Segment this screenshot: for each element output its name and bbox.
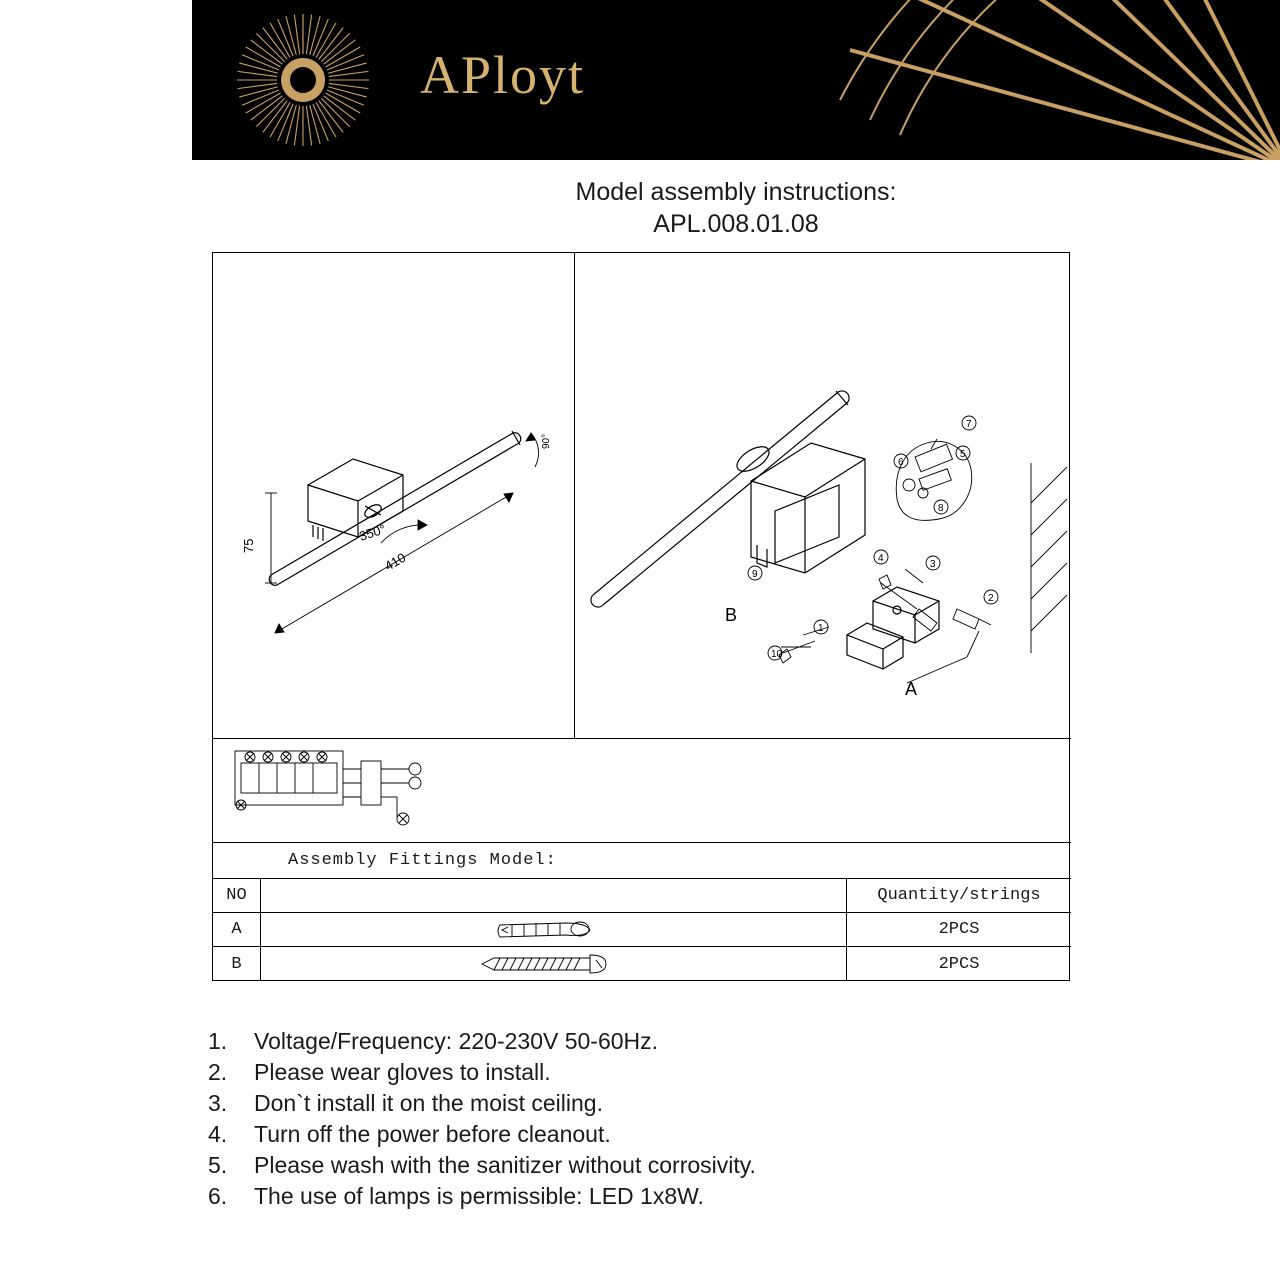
list-item xyxy=(208,1026,1108,1057)
part-number-6: 6 xyxy=(898,457,904,468)
note-number: 4. xyxy=(208,1121,228,1147)
note-number: 1. xyxy=(208,1028,228,1054)
product-dimension-drawing xyxy=(213,253,575,739)
title-line-1: Model assembly instructions: xyxy=(575,178,897,206)
angle-rotation-label: 350° xyxy=(357,521,388,544)
fittings-header-quantity-text: Quantity/strings xyxy=(877,886,1041,905)
note-text: Voltage/Frequency: 220-230V 50-60Hz. xyxy=(254,1028,659,1054)
fittings-header-row xyxy=(213,879,1071,913)
table-row xyxy=(213,947,1071,981)
angle-tilt-label: 90° xyxy=(541,433,552,449)
part-number-9: 9 xyxy=(752,569,758,580)
fitting-row-a-qty: 2PCS xyxy=(938,920,980,939)
brand-banner xyxy=(192,0,1280,160)
part-number-3: 3 xyxy=(930,559,936,570)
note-text: Please wash with the sanitizer without corrosivity. xyxy=(254,1152,756,1178)
fittings-header-no-text: NO xyxy=(226,886,247,905)
fittings-header-quantity xyxy=(847,879,1071,912)
note-number: 2. xyxy=(208,1059,228,1085)
fitting-row-a-no: A xyxy=(213,913,261,946)
note-text: Don`t install it on the moist ceiling. xyxy=(254,1090,603,1116)
note-number: 6. xyxy=(208,1183,228,1209)
mounting-exploded-panel xyxy=(575,253,1071,739)
rays-icon xyxy=(820,0,1280,160)
mounting-exploded-drawing xyxy=(575,253,1071,739)
fitting-row-b-no: B xyxy=(213,947,261,981)
instruction-notes xyxy=(208,1026,1108,1212)
fittings-title-text: Assembly Fittings Model: xyxy=(288,851,557,870)
wiring-diagram xyxy=(213,739,1071,843)
part-number-10: 10 xyxy=(771,649,783,660)
part-number-4: 4 xyxy=(878,553,884,564)
fittings-header-no xyxy=(213,879,261,912)
note-number: 5. xyxy=(208,1152,228,1178)
note-text: Turn off the power before cleanout. xyxy=(254,1121,611,1147)
dim-height-label: 75 xyxy=(241,538,256,553)
screw-icon xyxy=(261,947,847,981)
product-dimensions-panel xyxy=(213,253,575,739)
list-item xyxy=(208,1150,1108,1181)
fittings-header-picture xyxy=(261,879,847,912)
assembly-diagram-table xyxy=(212,252,1070,981)
note-text: The use of lamps is permissible: LED 1x8W. xyxy=(254,1183,704,1209)
page-title xyxy=(192,176,1280,240)
fittings-section-title xyxy=(213,843,1071,879)
callout-a: A xyxy=(905,679,918,699)
dim-length-label: 410 xyxy=(382,549,409,574)
table-row xyxy=(213,913,1071,947)
fitting-row-b-qty: 2PCS xyxy=(938,954,980,974)
title-line-2: APL.008.01.08 xyxy=(653,210,819,238)
brand-name: APloyt xyxy=(420,45,586,105)
part-number-1: 1 xyxy=(818,623,824,634)
part-number-8: 8 xyxy=(938,503,944,514)
part-number-2: 2 xyxy=(988,593,994,604)
wiring-diagram-panel xyxy=(213,739,1071,843)
list-item xyxy=(208,1119,1108,1150)
list-item xyxy=(208,1181,1108,1212)
list-item xyxy=(208,1088,1108,1119)
list-item xyxy=(208,1057,1108,1088)
note-number: 3. xyxy=(208,1090,228,1116)
part-number-7: 7 xyxy=(966,419,972,430)
note-text: Please wear gloves to install. xyxy=(254,1059,551,1085)
sunburst-icon xyxy=(228,10,378,150)
callout-b: B xyxy=(725,605,738,625)
part-number-5: 5 xyxy=(960,449,966,460)
wall-plug-icon xyxy=(261,913,847,946)
